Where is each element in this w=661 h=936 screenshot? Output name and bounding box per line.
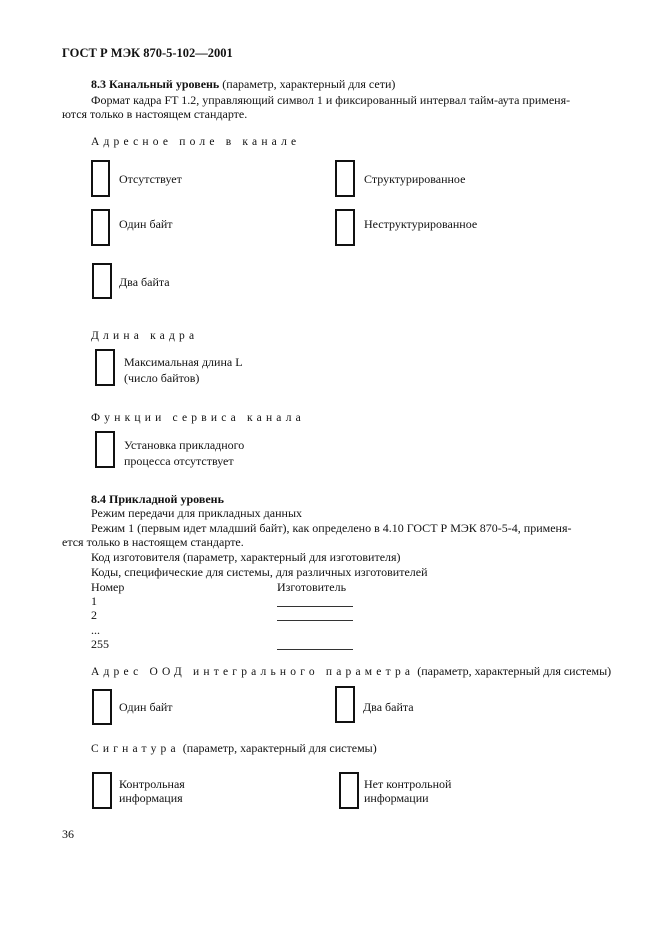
label-ood-one-byte: Один байт: [119, 700, 173, 714]
frame-length-heading: Длина кадра: [91, 330, 199, 342]
manufacturer-blank-line: [277, 606, 353, 607]
col-number-header: Номер: [91, 580, 125, 594]
page-number: 36: [62, 827, 74, 841]
manufacturer-blank-line: [277, 649, 353, 650]
label-signature-no-control-line2: информации: [364, 791, 429, 805]
col-manufacturer-header: Изготовитель: [277, 580, 347, 594]
label-address-one-byte: Один байт: [119, 217, 173, 231]
ood-address-note: (параметр, характерный для системы): [417, 664, 612, 678]
link-service-heading: Функции сервиса канала: [91, 412, 305, 424]
label-address-structured: Структурированное: [364, 172, 466, 186]
address-field-heading: Адресное поле в канале: [91, 136, 301, 148]
label-link-service-line2: процесса отсутствует: [124, 454, 234, 468]
ood-address-heading-row: [91, 664, 611, 679]
label-frame-length-line1: Максимальная длина L: [124, 355, 243, 369]
table-row-number: 2: [91, 608, 97, 622]
checkbox-address-unstructured[interactable]: [335, 209, 355, 246]
checkbox-ood-two-bytes[interactable]: [335, 686, 355, 723]
checkbox-address-one-byte[interactable]: [91, 209, 110, 246]
section-8-3-title: Канальный уровень: [109, 77, 220, 91]
signature-note: (параметр, характерный для системы): [182, 741, 377, 755]
section-8-3-number: 8.3: [91, 77, 106, 91]
checkbox-address-absent[interactable]: [91, 160, 110, 197]
label-signature-control-line2: информация: [119, 791, 183, 805]
checkbox-link-service[interactable]: [95, 431, 115, 468]
label-signature-control-line1: Контрольная: [119, 777, 185, 791]
manufacturer-blank-line: [277, 620, 353, 621]
checkbox-ood-one-byte[interactable]: [92, 689, 112, 725]
table-row-number: ...: [91, 623, 100, 637]
section-8-4-para4: Коды, специфические для системы, для различных изготовителей: [91, 565, 428, 579]
page-header-title: ГОСТ Р МЭК 870-5-102—2001: [62, 46, 233, 60]
checkbox-address-structured[interactable]: [335, 160, 355, 197]
label-address-absent: Отсутствует: [119, 172, 182, 186]
label-link-service-line1: Установка прикладного: [124, 438, 245, 452]
table-row-number: 1: [91, 594, 97, 608]
label-address-unstructured: Неструктурированное: [364, 217, 478, 231]
section-8-3-para-line1: Формат кадра FT 1.2, управляющий символ 1 и фиксированный интервал тайм-аута применя-: [91, 93, 571, 107]
ood-address-heading: Адрес ООД интегрального параметра: [91, 666, 415, 678]
label-address-two-bytes: Два байта: [119, 275, 170, 289]
signature-heading-row: [91, 741, 377, 756]
section-8-4-number: 8.4: [91, 492, 106, 506]
section-8-3-heading: [91, 77, 395, 91]
section-8-4-heading: [91, 492, 224, 506]
section-8-3-title-note: (параметр, характерный для сети): [222, 77, 396, 91]
label-ood-two-bytes: Два байта: [363, 700, 414, 714]
section-8-4-para1: Режим передачи для прикладных данных: [91, 506, 303, 520]
checkbox-signature-control[interactable]: [92, 772, 112, 809]
section-8-4-title: Прикладной уровень: [109, 492, 224, 506]
label-signature-no-control-line1: Нет контрольной: [364, 777, 452, 791]
signature-heading: Сигнатура: [91, 743, 180, 755]
checkbox-address-two-bytes[interactable]: [92, 263, 112, 299]
label-frame-length-line2: (число байтов): [124, 371, 200, 385]
section-8-4-para2-line1: Режим 1 (первым идет младший байт), как определено в 4.10 ГОСТ Р МЭК 870-5-4, применя-: [91, 521, 572, 535]
section-8-4-para3: Код изготовителя (параметр, характерный для изготовителя): [91, 550, 401, 564]
checkbox-signature-no-control[interactable]: [339, 772, 359, 809]
table-row-number: 255: [91, 637, 109, 651]
section-8-4-para2-line2: ется только в настоящем стандарте.: [62, 535, 244, 549]
checkbox-frame-length[interactable]: [95, 349, 115, 386]
section-8-3-para-line2: ются только в настоящем стандарте.: [62, 107, 248, 121]
